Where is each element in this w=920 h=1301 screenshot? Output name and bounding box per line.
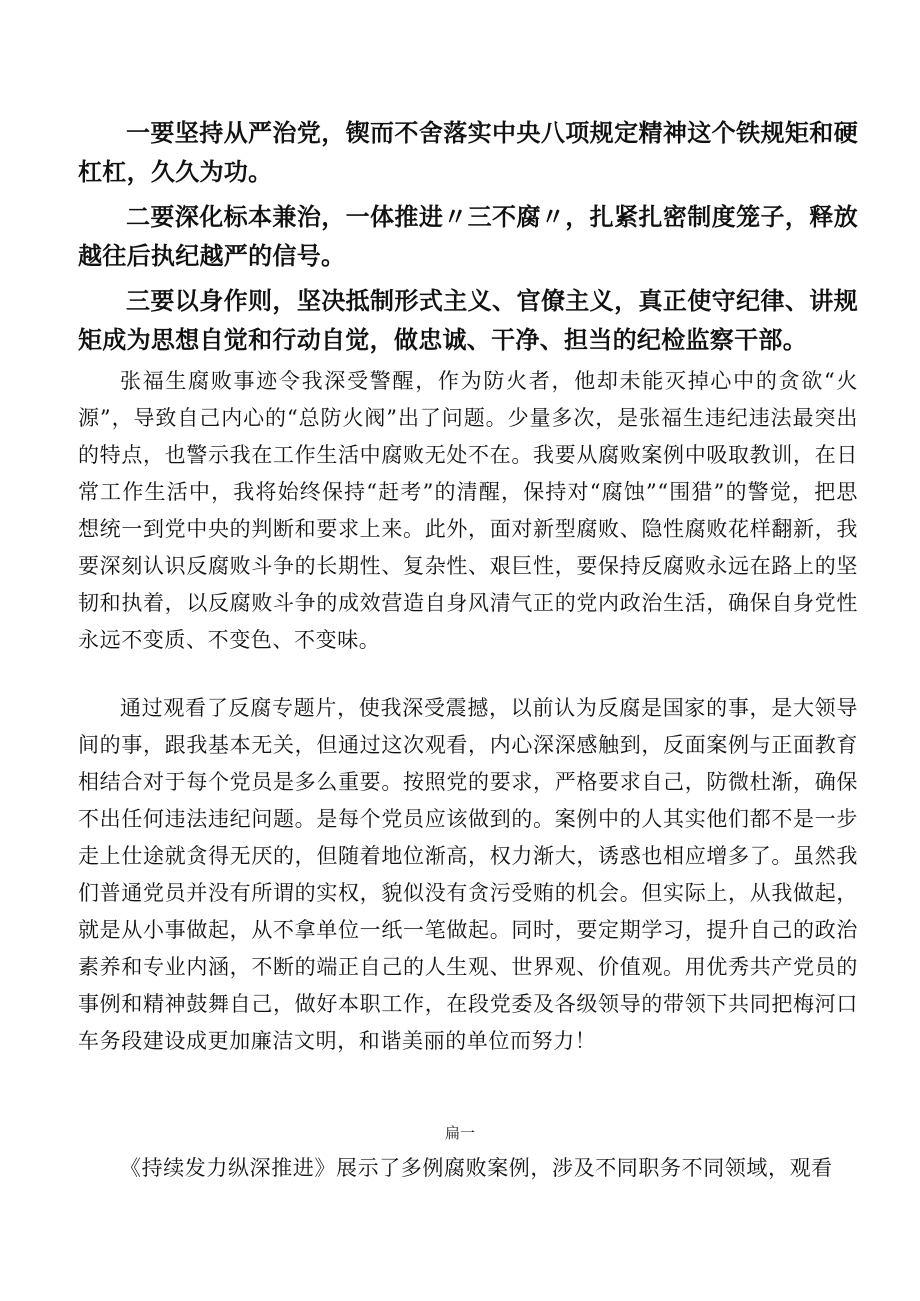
paragraph-4: 张福生腐败事迹令我深受警醒，作为防火者，他却未能灭掉心中的贪欲“火源”，导致自己内心的“总防火阀”出了问题。少量多次，是张福生违纪违法最突出的特点，也警示我在工作生活中腐败无处不在。我要从腐败案例中吸取教训，在日常工作生活中，我将始终保持“赶考”的清醒，保持对“腐蚀”“围猎”的警觉，把思想统一到党中央的判断和要求上来。此外，面对新型腐败、隐性腐败花样翻新，我要深刻认识反腐败斗争的长期性、复杂性、艰巨性，要保持反腐败永远在路上的坚韧和执着，以反腐败斗争的成效营造自身风清气正的党内政治生活，确保自身党性永远不变质、不变色、不变味。 — [78, 369, 858, 652]
paragraph-1: 一要坚持从严治党，锲而不舍落实中央八项规定精神这个铁规矩和硬杠杠，久久为功。 — [78, 119, 858, 186]
section-caption: 扁一 — [444, 1124, 475, 1142]
paragraph-2: 二要深化标本兼治，一体推进〃三不腐〃，扎紧扎密制度笼子，释放越往后执纪越严的信号。 — [78, 203, 858, 270]
paragraph-6: 《持续发力纵深推进》展示了多例腐败案例，涉及不同职务不同领域，观看 — [120, 1156, 833, 1180]
paragraph-5: 通过观看了反腐专题片，使我深受震撼，以前认为反腐是国家的事，是大领导间的事，跟我基本无关，但通过这次观看，内心深深感触到，反面案例与正面教育相结合对于每个党员是多么重要。按照党的要求，严格要求自己，防微杜渐，确保不出任何违法违纪问题。是每个党员应该做到的。案例中的人其实他们都不是一步走上仕途就贪得无厌的，但随着地位渐高，权力渐大，诱惑也相应增多了。虽然我们普通党员并没有所谓的实权，貌似没有贪污受贿的机会。但实际上，从我做起，就是从小事做起，从不拿单位一纸一笔做起。同时，要定期学习，提升自己的政治素养和专业内涵，不断的端正自己的人生观、世界观、价值观。用优秀共产党员的事例和精神鼓舞自己，做好本职工作，在段党委及各级领导的带领下共同把梅河口车务段建设成更加廉洁文明，和谐美丽的单位而努力！ — [78, 696, 858, 1053]
paragraph-3: 三要以身作则，坚决抵制形式主义、官僚主义，真正使守纪律、讲规矩成为思想自觉和行动自觉，做忠诚、干净、担当的纪检监察干部。 — [78, 287, 858, 354]
